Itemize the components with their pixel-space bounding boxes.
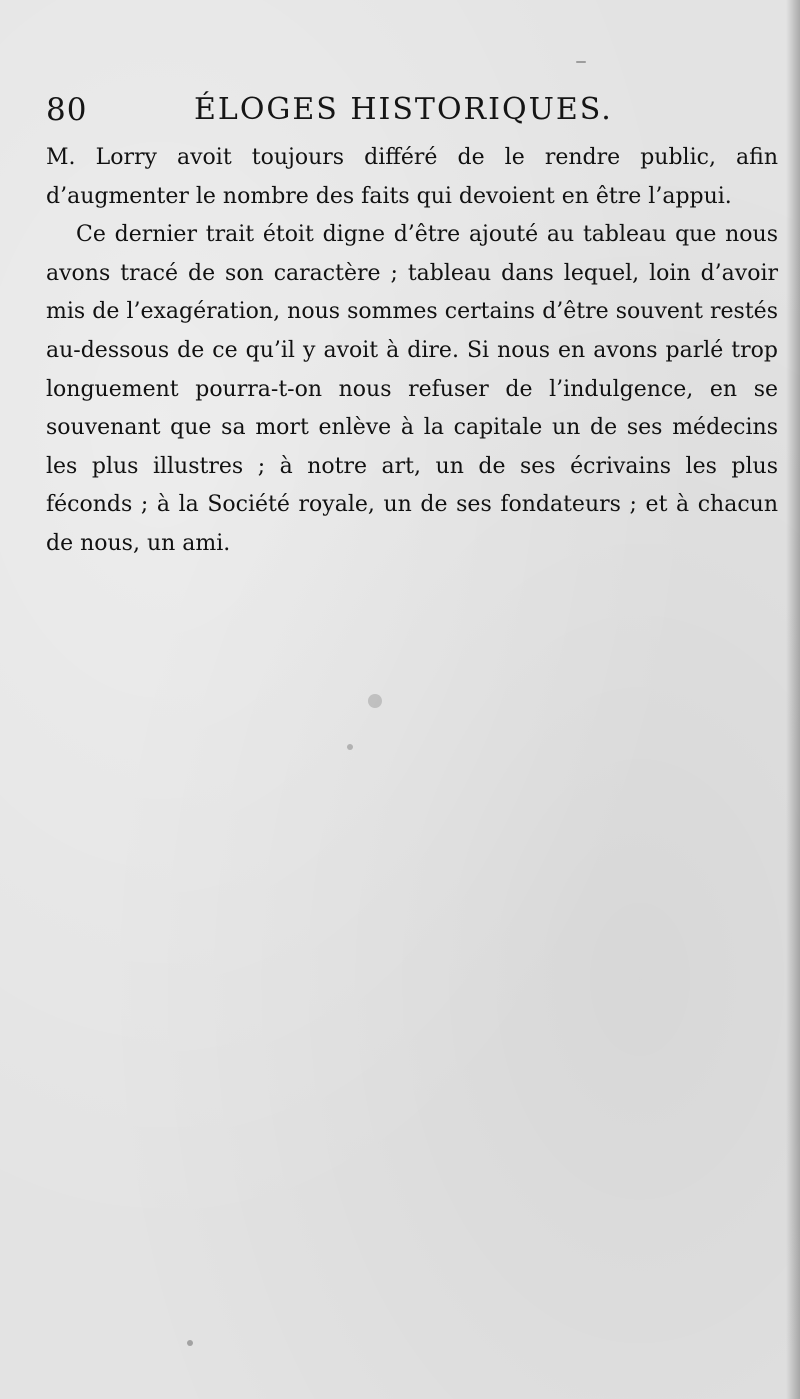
body-text xyxy=(46,139,778,564)
paper-speck xyxy=(347,744,353,750)
paper-speck xyxy=(576,61,586,63)
page-number: 80 xyxy=(46,92,88,128)
paragraph-2: Ce dernier trait étoit digne d’être ajouté au tableau que nous avons tracé de son caractère ; tableau dans lequel, loin d’avoir mis de l’exagération, nous sommes certains d’être souvent restés au-dessous de ce qu’il y avoit à dire. Si nous en avons parlé trop longuement pourra-t-on nous refuser de l’indulgence, en se souvenant que sa mort enlève à la capitale un de ses médecins les plus illustres ; à notre art, un de ses écrivains les plus féconds ; à la Société royale, un de ses fondateurs ; et à chacun de nous, un ami. xyxy=(46,222,778,556)
page-edge-shadow xyxy=(786,0,800,1399)
show-through-texture xyxy=(40,608,780,1288)
paper-speck xyxy=(368,694,382,708)
paragraph-1: M. Lorry avoit toujours différé de le rendre public, afin d’augmenter le nombre des faits qui devoient en être l’appui. xyxy=(46,145,778,209)
page-header xyxy=(46,92,646,136)
paper-speck xyxy=(187,1340,193,1346)
running-title: ÉLOGES HISTORIQUES. xyxy=(194,92,613,127)
